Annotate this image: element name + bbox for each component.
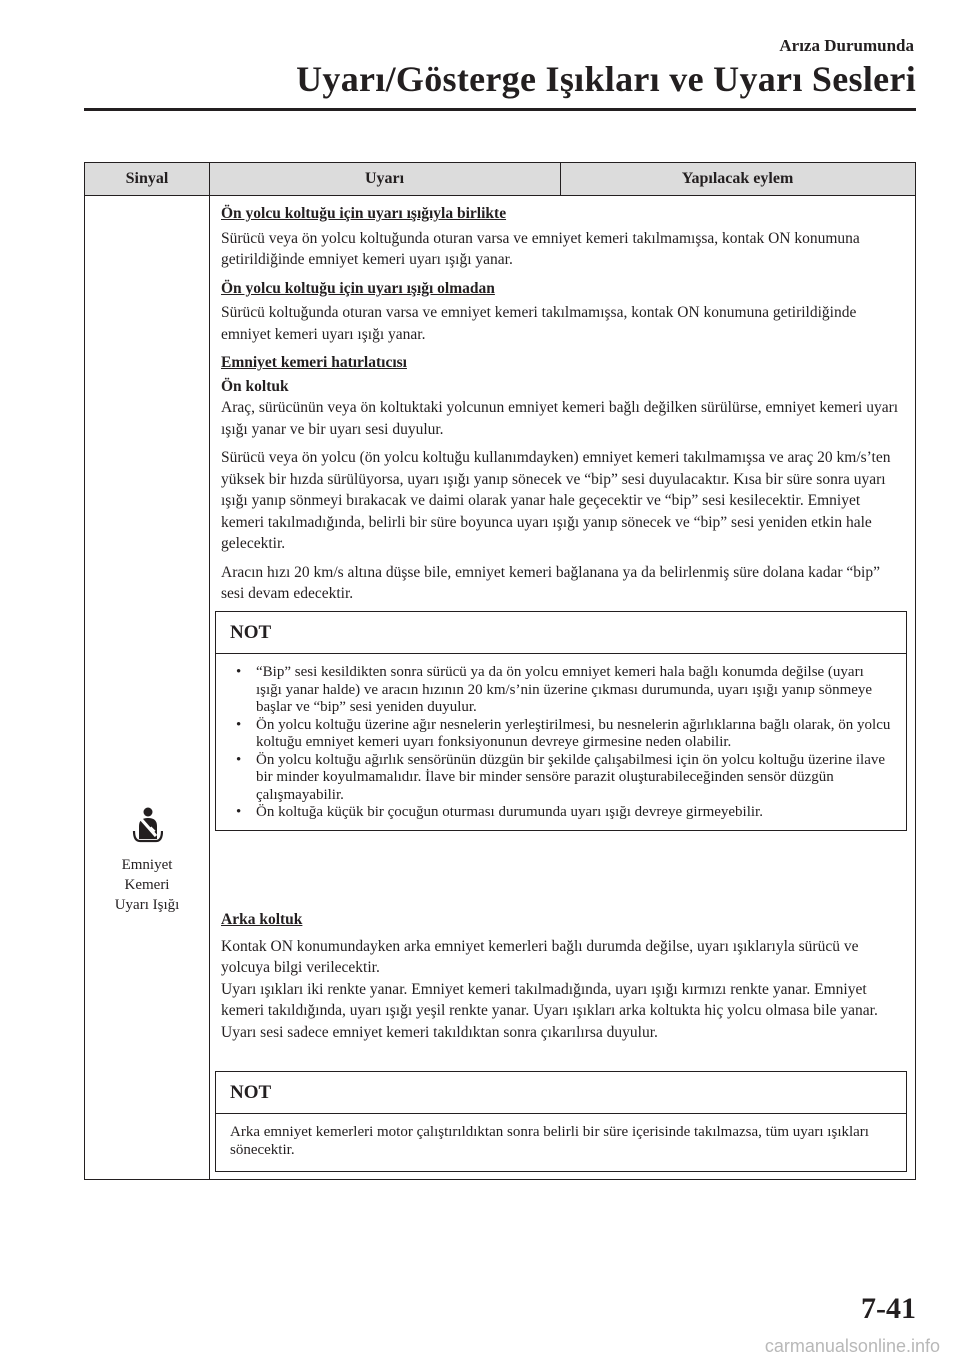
paragraph: Araç, sürücünün veya ön koltuktaki yolcunun emniyet kemeri bağlı değilken sürülürse, emniyet kemeri uyarı ışığı yanar ve bir uyarı sesi duyulur. [221, 399, 899, 438]
note-title: NOT [216, 1072, 906, 1114]
column-header-warning: Uyarı [364, 170, 405, 187]
subheading-front-seat: Ön koltuk [221, 377, 289, 395]
page-number: 7-41 [861, 1292, 916, 1325]
header-divider-line [560, 163, 561, 195]
warning-description [221, 203, 901, 612]
watermark: carmanualsonline.info [764, 1336, 940, 1356]
rear-seat-description [221, 909, 901, 1050]
paragraph: Sürücü veya ön yolcu koltuğunda oturan varsa ve emniyet kemeri takılmamışsa, kontak ON konumuna getirildiğinde emniyet kemeri uyarı ışığı yanar. [221, 229, 860, 268]
subheading-without-passenger-light: Ön yolcu koltuğu için uyarı ışığı olmadan [221, 279, 495, 297]
note-body [216, 654, 906, 830]
signal-label: Emniyet Kemeri Uyarı Işığı [114, 857, 180, 913]
page-title: Uyarı/Gösterge Işıkları ve Uyarı Sesleri [296, 59, 916, 99]
note-body [216, 1114, 906, 1171]
note-text: Arka emniyet kemerleri motor çalıştırıldıktan sonra belirli bir süre içerisinde takılmazsa, tüm uyarı ışıkları sönecektir. [230, 1124, 869, 1158]
subheading-with-passenger-light: Ön yolcu koltuğu için uyarı ışığıyla birlikte [221, 205, 507, 222]
paragraph: Aracın hızı 20 km/s altına düşse bile, emniyet kemeri bağlanana ya da belirlenmiş süre dolana kadar “bip” sesi devam edecektir. [221, 563, 880, 602]
warning-table [84, 162, 916, 1180]
header-divider [84, 108, 916, 111]
column-header-signal: Sinyal [125, 170, 169, 187]
paragraph: Uyarı ışıkları iki renkte yanar. Emniyet kemeri takılmadığında, uyarı ışığı kırmızı renkte yanar. Emniyet kemeri takıldığında, uyarı ışığı yeşil renkte yanar. Uyarı ışıkları arka koltukta hiç yolcu olmasa bile yanar. Uyarı sesi sadece emniyet kemeri takıldıktan sonra çıkarılırsa duyulur. [221, 980, 878, 1041]
note-bullet-item: • Ön yolcu koltuğu ağırlık sensörünün düzgün bir şekilde çalışabilmesi için ön yolcu koltuğu üzerine ilave bir minder koyulmamalıdır. İlave bir minder sensöre parazit oluşturabileceğinden sensör düzgün çalışmayabilir. [236, 751, 886, 803]
seatbelt-warning-icon [131, 807, 163, 843]
note-bullet-item: • Ön yolcu koltuğu üzerine ağır nesnelerin yerleştirilmesi, bu nesnelerin ağırlıklarına bağlı olarak, ön yolcu koltuğu emniyet kemeri uyarı fonksiyonunun devreye girmesine neden olabilir. [236, 716, 891, 750]
subheading-reminder: Emniyet kemeri hatırlatıcısı [221, 354, 407, 371]
note-bullet-item: • “Bip” sesi kesildikten sonra sürücü ya da ön yolcu emniyet kemeri hala bağlı konumda değilse (uyarı ışığı yanar halde) ve aracın hızının 20 km/s’nin üzerine çıkması durumunda, uyarı ışığı yanıp sönmeye başlar ve “bip” sesi yeniden duyulur. [236, 664, 873, 715]
note-bullet-item: • Ön koltuğa küçük bir çocuğun oturması durumunda uyarı ışığı devreye girmeyebilir. [236, 804, 763, 820]
signal-cell [85, 195, 209, 1179]
paragraph: Kontak ON konumundayken arka emniyet kemerleri bağlı durumda değilse, uyarı ışıklarıyla sürücü ve yolcuya bilgi verilecektir. [221, 937, 859, 976]
note-box [215, 611, 907, 831]
paragraph: Sürücü koltuğunda oturan varsa ve emniyet kemeri takılmamışsa, kontak ON konumuna getirildiğinde emniyet kemeri uyarı ışığı yanar. [221, 304, 857, 343]
section-title: Arıza Durumunda [779, 36, 914, 55]
column-divider-line [209, 163, 210, 1179]
note-box [215, 1071, 907, 1172]
subheading-rear-seat: Arka koltuk [221, 911, 303, 928]
note-title: NOT [216, 612, 906, 654]
paragraph: Sürücü veya ön yolcu (ön yolcu koltuğu kullanımdayken) emniyet kemeri takılmamışsa ve araç 20 km/s’ten yüksek bir hızda sürülüyorsa, uyarı ışığı yanıp sönecek ve “bip” sesi duyulacaktır. Kısa bir süre sonra uyarı ışığı yanıp sönmeyi bırakacak ve daimi olarak yanar hale geçecektir ve “bip” sesi kesilecektir. Emniyet kemeri takılmadığında, belirli bir süre boyunca uyarı ışığı yanıp sönecek ve “bip” sesi yeniden etkin hale gelecektir. [221, 449, 891, 552]
column-header-action: Yapılacak eylem [681, 170, 794, 187]
